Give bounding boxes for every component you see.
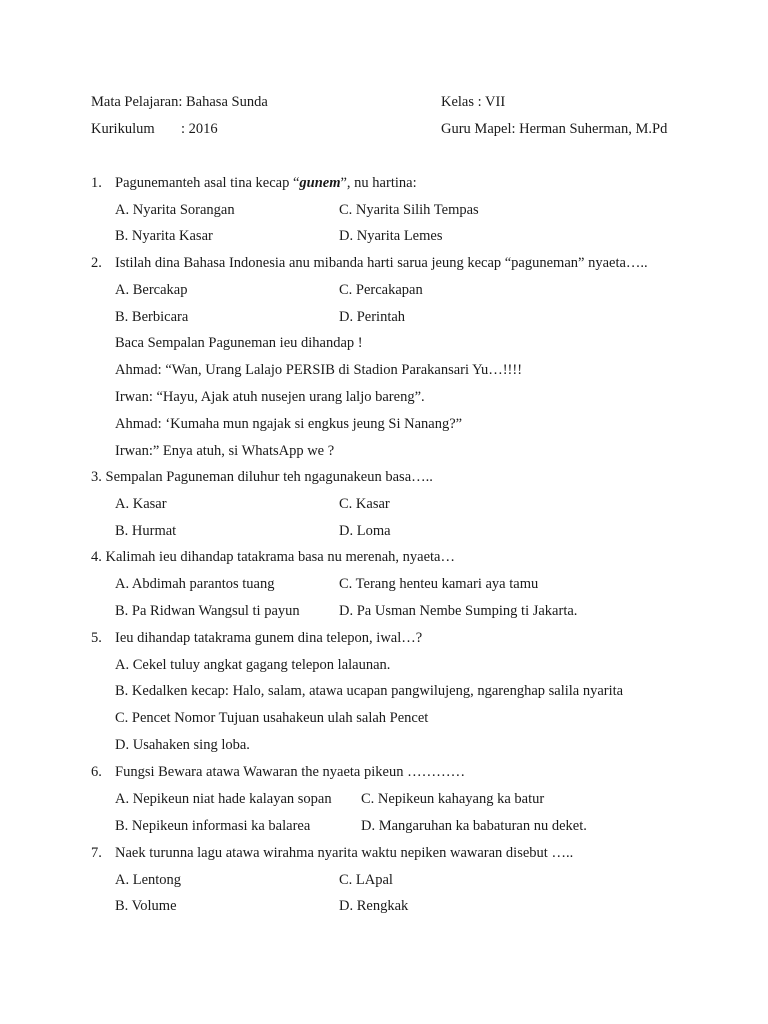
- question-1-text-before: Pagunemanteh asal tina kecap “: [115, 175, 300, 191]
- question-6-number: 6.: [91, 764, 102, 780]
- q4-option-a: A. Abdimah parantos tuang: [115, 576, 275, 592]
- q3-option-a: A. Kasar: [115, 496, 167, 512]
- q7-option-c: C. LApal: [339, 872, 393, 888]
- q1-option-b: B. Nyarita Kasar: [115, 228, 213, 244]
- question-5-number: 5.: [91, 630, 102, 646]
- q6-option-a: A. Nepikeun niat hade kalayan sopan: [115, 791, 332, 807]
- dialogue-line-3: Ahmad: ‘Kumaha mun ngajak si engkus jeung Si Nanang?”: [115, 416, 463, 432]
- q6-option-b: B. Nepikeun informasi ka balarea: [115, 818, 311, 834]
- q2-option-c: C. Percakapan: [339, 282, 423, 298]
- q4-option-c: C. Terang henteu kamari aya tamu: [339, 576, 539, 592]
- question-2-text: Istilah dina Bahasa Indonesia anu mibanda harti sarua jeung kecap “paguneman” nyaeta…..: [115, 255, 648, 271]
- dialogue-line-2: Irwan: “Hayu, Ajak atuh nusejen urang laljo bareng”.: [115, 389, 425, 405]
- q5-option-a: A. Cekel tuluy angkat gagang telepon lalaunan.: [115, 657, 391, 673]
- q6-option-d: D. Mangaruhan ka babaturan nu deket.: [361, 818, 587, 834]
- subject-label: Mata Pelajaran: Bahasa Sunda: [91, 94, 268, 110]
- q3-option-c: C. Kasar: [339, 496, 390, 512]
- question-1-text: [115, 174, 417, 192]
- q7-option-d: D. Rengkak: [339, 898, 409, 914]
- dialogue-line-1: Ahmad: “Wan, Urang Lalajo PERSIB di Stadion Parakansari Yu…!!!!: [115, 362, 523, 378]
- dialogue-intro: Baca Sempalan Paguneman ieu dihandap !: [115, 335, 363, 351]
- q4-option-b: B. Pa Ridwan Wangsul ti payun: [115, 603, 300, 619]
- question-1-emphasis: gunem: [299, 175, 341, 191]
- question-2-number: 2.: [91, 255, 102, 271]
- q5-option-d: D. Usahaken sing loba.: [115, 737, 250, 753]
- q2-option-a: A. Bercakap: [115, 282, 188, 298]
- question-6-text: Fungsi Bewara atawa Wawaran the nyaeta pikeun …………: [115, 764, 466, 780]
- q5-option-b: B. Kedalken kecap: Halo, salam, atawa ucapan pangwilujeng, ngarenghap salila nyarita: [115, 683, 624, 699]
- curriculum-label: Kurikulum: [91, 121, 155, 137]
- question-1-text-after: ”, nu hartina:: [340, 175, 417, 191]
- teacher-label: Guru Mapel: Herman Suherman, M.Pd: [441, 121, 668, 137]
- q1-option-c: C. Nyarita Silih Tempas: [339, 202, 479, 218]
- q5-option-c: C. Pencet Nomor Tujuan usahakeun ulah salah Pencet: [115, 710, 429, 726]
- q7-option-b: B. Volume: [115, 898, 177, 914]
- q4-option-d: D. Pa Usman Nembe Sumping ti Jakarta.: [339, 603, 578, 619]
- q2-option-b: B. Berbicara: [115, 309, 189, 325]
- q1-option-a: A. Nyarita Sorangan: [115, 202, 235, 218]
- q7-option-a: A. Lentong: [115, 872, 182, 888]
- question-7-number: 7.: [91, 845, 102, 861]
- question-5-text: Ieu dihandap tatakrama gunem dina telepon, iwal…?: [115, 630, 423, 646]
- q3-option-d: D. Loma: [339, 523, 391, 539]
- q2-option-d: D. Perintah: [339, 309, 406, 325]
- curriculum-value: : 2016: [181, 121, 218, 137]
- q1-option-d: D. Nyarita Lemes: [339, 228, 443, 244]
- dialogue-line-4: Irwan:” Enya atuh, si WhatsApp we ?: [115, 443, 335, 459]
- q3-option-b: B. Hurmat: [115, 523, 177, 539]
- question-4-text: 4. Kalimah ieu dihandap tatakrama basa nu merenah, nyaeta…: [91, 549, 455, 565]
- q6-option-c: C. Nepikeun kahayang ka batur: [361, 791, 545, 807]
- class-label: Kelas : VII: [441, 94, 506, 110]
- question-7-text: Naek turunna lagu atawa wirahma nyarita waktu nepiken wawaran disebut …..: [115, 845, 574, 861]
- question-3-text: 3. Sempalan Paguneman diluhur teh ngagunakeun basa…..: [91, 469, 433, 485]
- question-1-number: 1.: [91, 175, 102, 191]
